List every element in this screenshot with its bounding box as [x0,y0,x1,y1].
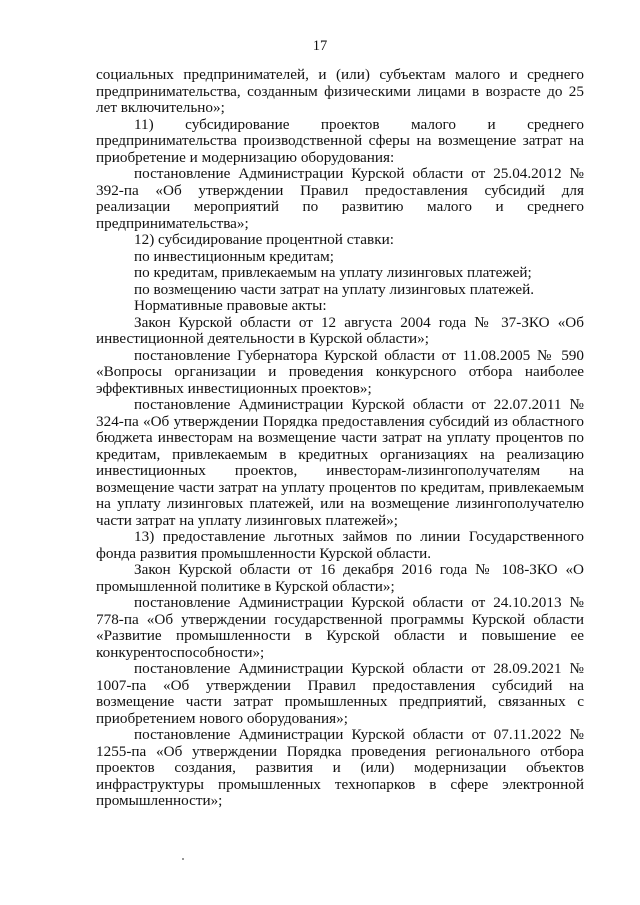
paragraph: Нормативные правовые акты: [134,297,327,314]
page-number: 17 [312,38,328,54]
paragraph: постановление Администрации Курской области от 28.09.2021 № 1007-па «Об утверждении Правил предоставления субсидий на возмещение части затрат промышленных предприятий, связанных с приобретением нового оборудования»; [96,660,584,727]
paragraph: Закон Курской области от 16 декабря 2016 года № 108-ЗКО «О промышленной политике в Курской области»; [96,561,584,595]
paragraph: 13) предоставление льготных займов по линии Государственного фонда развития промышленности Курской области. [96,528,584,562]
paragraph: социальных предпринимателей, и (или) субъектам малого и среднего предпринимательства, созданным физическими лицами в возрасте до 25 лет включительно»; [96,66,584,116]
paragraph: по возмещению части затрат на уплату лизинговых платежей. [134,280,535,298]
paragraph: постановление Администрации Курской области от 24.10.2013 № 778-па «Об утверждении государственной программы Курской области «Развитие промышленности в Курской области и повышение ее конкурентоспособности»; [96,594,584,661]
document-body [96,67,584,810]
paragraph: постановление Губернатора Курской области от 11.08.2005 № 590 «Вопросы организации и проведения конкурсного отбора наиболее эффективных инвестиционных проектов»; [96,346,584,397]
paragraph: Закон Курской области от 12 августа 2004 года № 37-ЗКО «Об инвестиционной деятельности в Курской области»; [96,313,584,347]
paragraph: постановление Администрации Курской области от 25.04.2012 № 392-па «Об утверждении Правил предоставления субсидий для реализации мероприятий по развитию малого и среднего предпринимательства»; [96,165,584,232]
paragraph: 12) субсидирование процентной ставки: [134,231,394,248]
paragraph: постановление Администрации Курской области от 07.11.2022 № 1255-па «Об утверждении Порядка проведения регионального отбора проектов создания, развития и (или) модернизации объектов инфраструктуры промышленных технопарков в сфере электронной промышленности»; [96,726,584,809]
paragraph: постановление Администрации Курской области от 22.07.2011 № 324-па «Об утверждении Порядка предоставления субсидий из областного бюджета инвесторам на возмещение части затрат на уплату процентов по кредитам, привлекаемым в кредитных организациях на реализацию инвестиционных проектов, инвесторам-лизингополучателям на возмещение части затрат на уплату процентов по кредитам, привлекаемым на уплату лизинговых платежей, или на возмещение лизингополучателю части затрат на уплату лизинговых платежей»; [96,396,584,529]
scan-speck [182,858,184,860]
paragraph: по кредитам, привлекаемым на уплату лизинговых платежей; [134,264,532,281]
paragraph: по инвестиционным кредитам; [134,247,334,265]
paragraph: 11) субсидирование проектов малого и среднего предпринимательства производственной сферы на возмещение затрат на приобретение и модернизацию оборудования: [96,115,584,166]
